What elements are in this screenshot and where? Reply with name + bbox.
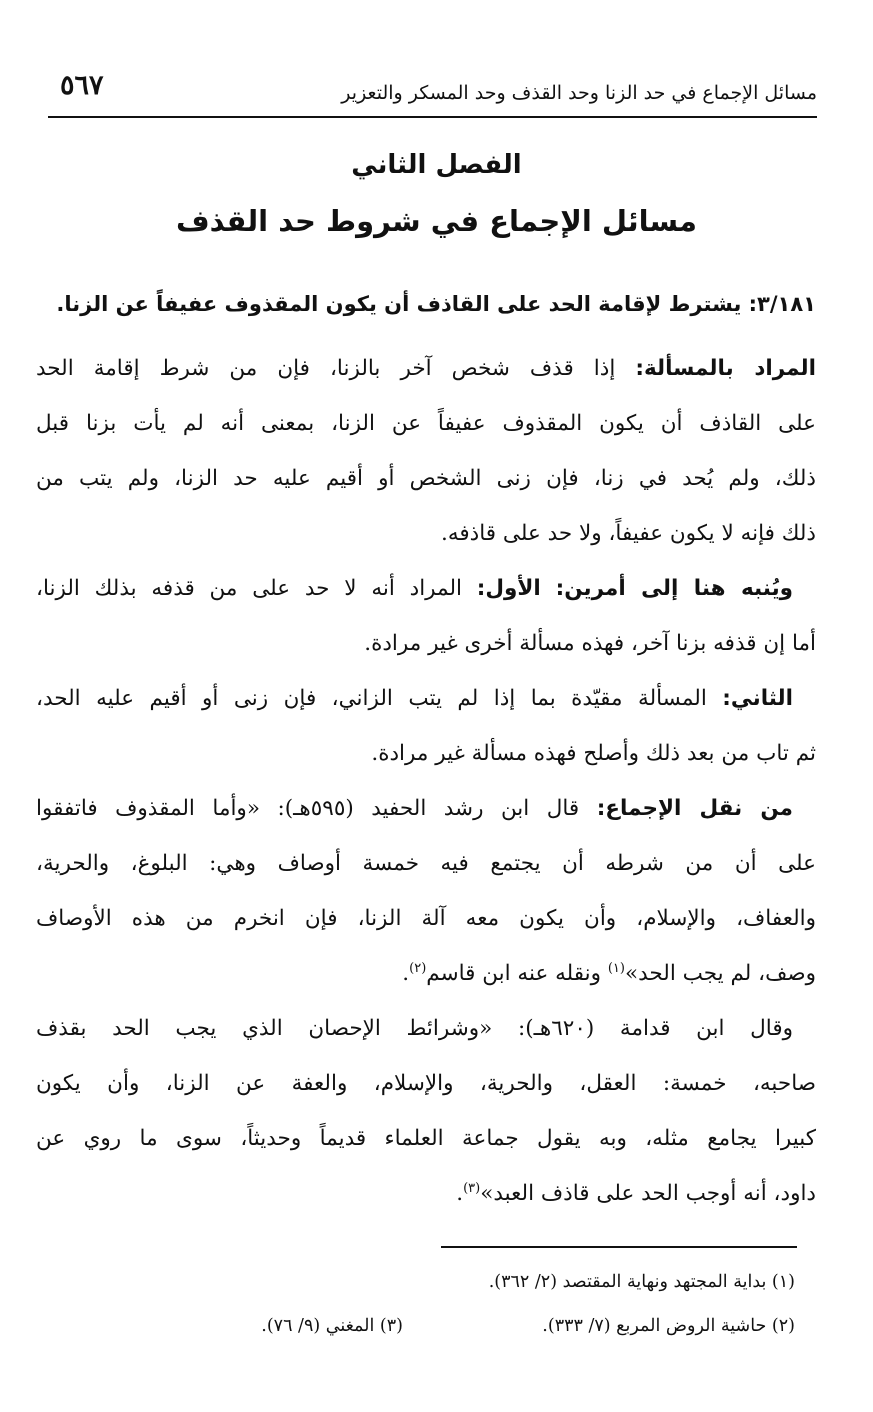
footnote-ref[interactable]: (٢) xyxy=(409,960,427,976)
body-line xyxy=(36,404,816,460)
body-text: أما إن قذفه بزنا آخر، فهذه مسألة أخرى غير مرادة. xyxy=(364,631,816,656)
footnote-3: (٣) المغني (٩/ ٧٦). xyxy=(261,1316,403,1336)
running-header xyxy=(48,66,817,118)
issue-heading xyxy=(40,292,816,316)
running-title: مسائل الإجماع في حد الزنا وحد القذف وحد المسكر والتعزير xyxy=(341,82,817,104)
footnote-1: (١) بداية المجتهد ونهاية المقتصد (٢/ ٣٦٢). xyxy=(488,1272,795,1292)
paragraph-lead: من نقل الإجماع: xyxy=(596,796,793,821)
body-text: صاحبه، خمسة: العقل، والحرية، والإسلام، والعفة عن الزنا، وأن يكون xyxy=(36,1071,816,1096)
body-line xyxy=(36,844,816,900)
body-line xyxy=(36,954,816,1010)
footnote-divider xyxy=(441,1246,797,1248)
body-line xyxy=(36,624,816,680)
body-text: ونقله عنه ابن قاسم xyxy=(426,961,601,986)
body-text: المراد أنه لا حد على من قذفه بذلك الزنا، xyxy=(36,576,462,601)
body-text: كبيرا يجامع مثله، وبه يقول جماعة العلماء قديماً وحديثاً، سوى ما روي عن xyxy=(36,1126,816,1151)
body-text: المسألة مقيّدة بما إذا لم يتب الزاني، فإن زنى أو أقيم عليه الحد، xyxy=(36,686,707,711)
body-line xyxy=(36,349,816,405)
body-line xyxy=(36,734,816,790)
body-text: والعفاف، والإسلام، وأن يكون معه آلة الزنا، فإن انخرم من هذه الأوصاف xyxy=(36,906,816,931)
issue-number: ٣/١٨١: xyxy=(748,292,816,316)
body-text: إذا قذف شخص آخر بالزنا، فإن من شرط إقامة الحد xyxy=(36,356,616,381)
body-text: . xyxy=(402,961,410,986)
body-text: . xyxy=(456,1181,464,1206)
body-line xyxy=(36,569,793,625)
body-line xyxy=(36,1009,793,1065)
page-number: ٥٦٧ xyxy=(60,70,104,101)
body-line xyxy=(36,1174,816,1230)
paragraph-lead: ويُنبه هنا إلى أمرين: xyxy=(555,576,794,601)
body-line xyxy=(36,514,816,570)
chapter-label: الفصل الثاني xyxy=(351,150,522,180)
paragraph-lead: الأول: xyxy=(476,576,541,601)
body-text: ذلك فإنه لا يكون عفيفاً، ولا حد على قاذفه. xyxy=(441,521,816,546)
body-text: داود، أنه أوجب الحد على قاذف العبد» xyxy=(480,1181,816,1206)
body-line xyxy=(36,459,816,515)
body-line xyxy=(36,679,793,735)
body-text: قال ابن رشد الحفيد (٥٩٥هـ): «وأما المقذوف فاتفقوا xyxy=(36,796,580,821)
body-text: على القاذف أن يكون المقذوف عفيفاً عن الزنا، بمعنى أنه لم يأت بزنا قبل xyxy=(36,411,816,436)
body-text: وقال ابن قدامة (٦٢٠هـ): «وشرائط الإحصان الذي يجب الحد بقذف xyxy=(36,1016,793,1041)
footnote-ref[interactable]: (٣) xyxy=(463,1180,481,1196)
body-line xyxy=(36,1119,816,1175)
issue-heading-text: يشترط لإقامة الحد على القاذف أن يكون المقذوف عفيفاً عن الزنا. xyxy=(56,292,742,316)
body-line xyxy=(36,789,793,845)
footnote-ref[interactable]: (١) xyxy=(607,960,625,976)
body-text: ثم تاب من بعد ذلك وأصلح فهذه مسألة غير مرادة. xyxy=(371,741,816,766)
chapter-title: مسائل الإجماع في شروط حد القذف xyxy=(175,204,697,238)
body-line xyxy=(36,899,816,955)
paragraph-lead: المراد بالمسألة: xyxy=(635,356,816,381)
body-text: ذلك، ولم يُحد في زنا، فإن زنى الشخص أو أقيم عليه حد الزنا، ولم يتب من xyxy=(36,466,816,491)
paragraph-lead: الثاني: xyxy=(722,686,793,711)
body-line xyxy=(36,1064,816,1120)
body-text: وصف، لم يجب الحد» xyxy=(624,961,816,986)
body-text: على أن من شرطه أن يجتمع فيه خمسة أوصاف وهي: البلوغ، والحرية، xyxy=(36,851,816,876)
footnote-2: (٢) حاشية الروض المربع (٧/ ٣٣٣). xyxy=(542,1316,795,1336)
